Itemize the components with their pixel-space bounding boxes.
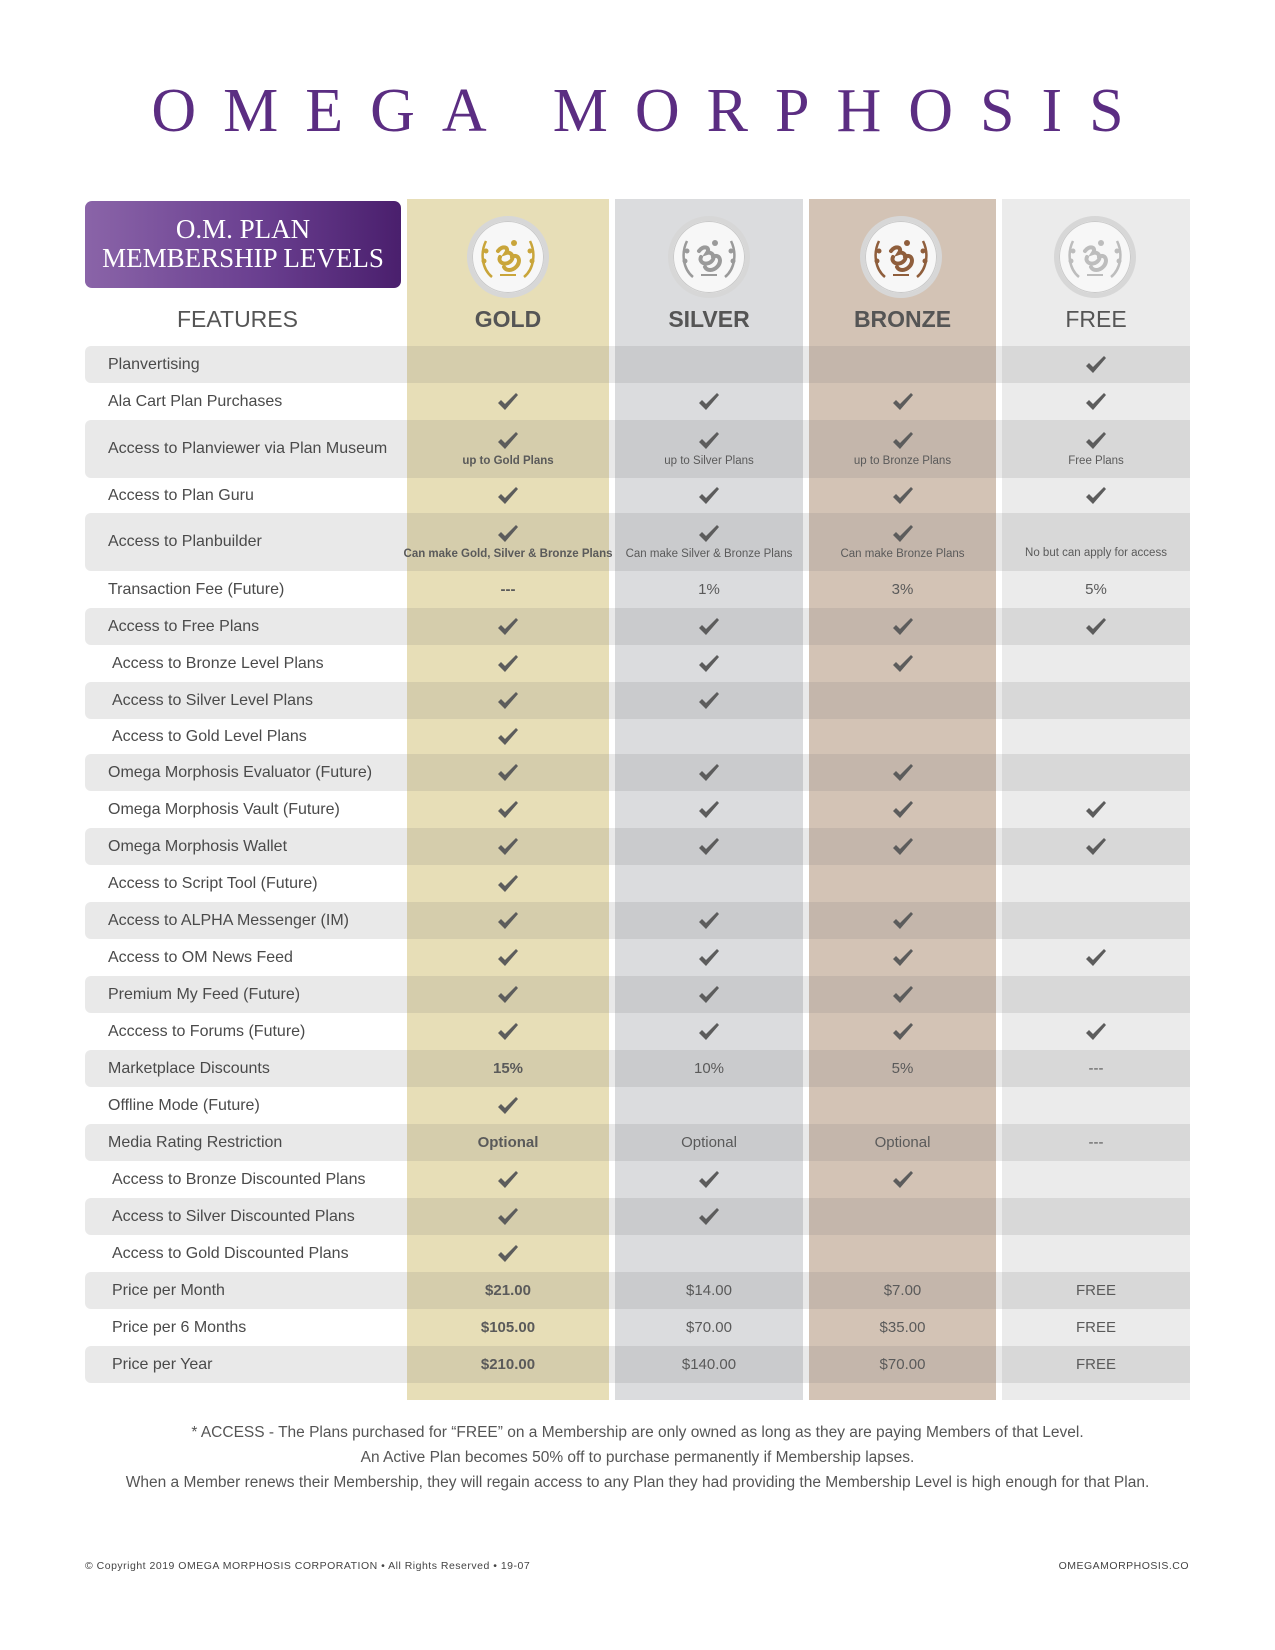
free-cell: [1002, 571, 1190, 608]
checkmark-icon: [1085, 800, 1107, 820]
silver-cell: [615, 1161, 803, 1198]
cell-value: $70.00: [686, 1319, 732, 1336]
cell-value: 5%: [1085, 581, 1107, 598]
silver-cell: [615, 645, 803, 682]
feature-label: Access to Bronze Level Plans: [112, 654, 324, 672]
checkmark-icon: [892, 985, 914, 1005]
checkmark-icon: [698, 985, 720, 1005]
silver-cell: [615, 346, 803, 383]
gold-cell: [407, 478, 609, 513]
bronze-cell: [809, 682, 996, 719]
checkmark-icon: [497, 654, 519, 674]
silver-header: SILVER: [668, 306, 750, 332]
free-header: FREE: [1065, 306, 1127, 332]
checkmark-icon: [892, 800, 914, 820]
silver-cell: [615, 719, 803, 754]
free-cell: [1002, 346, 1190, 383]
feature-label: Marketplace Discounts: [108, 1059, 270, 1077]
table-row: [85, 1346, 1190, 1383]
cell-value: 10%: [693, 1060, 725, 1077]
gold-cell: [407, 1198, 609, 1235]
plan-membership-levels-box: [85, 201, 401, 288]
cell-value: $70.00: [879, 1356, 926, 1373]
access-note-line-3: When a Member renews their Membership, they will regain access to any Plan they had providing the Membership Level is high enough for that Plan.: [125, 1474, 1150, 1491]
gold-medal-icon: [467, 216, 549, 298]
checkmark-icon: [497, 1207, 519, 1227]
access-note-line-1: * ACCESS - The Plans purchased for “FREE” on a Membership are only owned as long as they are paying Members of that Level.: [191, 1424, 1084, 1441]
cell-value: ---: [1088, 1134, 1104, 1151]
checkmark-icon: [698, 800, 720, 820]
checkmark-icon: [497, 948, 519, 968]
checkmark-icon: [497, 486, 519, 506]
checkmark-icon: [497, 392, 519, 412]
feature-label: Access to Silver Level Plans: [112, 691, 313, 709]
cell-value: ---: [1088, 1060, 1104, 1077]
feature-label: Premium My Feed (Future): [108, 985, 301, 1003]
checkmark-icon: [1085, 617, 1107, 637]
cell-value: 1%: [698, 581, 720, 598]
bronze-cell: [809, 902, 996, 939]
checkmark-icon: [1085, 431, 1107, 451]
bronze-cell: [809, 1198, 996, 1235]
checkmark-icon: [698, 948, 720, 968]
brand-title: OMEGA MORPHOSIS: [151, 77, 1151, 145]
cell-value: Optional: [874, 1134, 931, 1151]
checkmark-icon: [1085, 948, 1107, 968]
feature-label: Price per 6 Months: [112, 1318, 247, 1336]
cell-value: Optional: [477, 1134, 539, 1151]
feature-label: Access to Bronze Discounted Plans: [112, 1170, 366, 1188]
checkmark-icon: [698, 654, 720, 674]
feature-label: Media Rating Restriction: [108, 1133, 283, 1151]
plan-box-line-2: MEMBERSHIP LEVELS: [102, 243, 384, 273]
checkmark-icon: [497, 431, 519, 451]
gold-cell: [407, 420, 609, 478]
gold-cell: [407, 1346, 609, 1383]
bronze-cell: [809, 478, 996, 513]
table-row: [85, 1235, 1190, 1272]
feature-label: Transaction Fee (Future): [108, 580, 285, 598]
free-cell: [1002, 939, 1190, 976]
free-cell: [1002, 902, 1190, 939]
gold-cell: [407, 346, 609, 383]
silver-cell: [615, 1198, 803, 1235]
cell-value: $21.00: [485, 1282, 531, 1299]
checkmark-icon: [497, 524, 519, 544]
checkmark-icon: [1085, 392, 1107, 412]
free-cell: [1002, 865, 1190, 902]
checkmark-icon: [497, 874, 519, 894]
bronze-cell: [809, 1013, 996, 1050]
free-medal-icon: [1054, 216, 1136, 298]
silver-cell: [615, 478, 803, 513]
silver-cell: [615, 865, 803, 902]
silver-cell: [615, 791, 803, 828]
checkmark-icon: [892, 654, 914, 674]
gold-cell: [407, 1124, 609, 1161]
gold-cell: [407, 1235, 609, 1272]
silver-cell: [615, 571, 803, 608]
bronze-cell: [809, 645, 996, 682]
cell-value: 5%: [891, 1060, 914, 1077]
bronze-cell: [809, 513, 996, 571]
silver-medal-icon: [668, 216, 750, 298]
silver-cell: [615, 754, 803, 791]
checkmark-icon: [698, 1170, 720, 1190]
table-row: [85, 1013, 1190, 1050]
gold-cell: [403, 513, 613, 571]
free-cell: [1002, 682, 1190, 719]
checkmark-icon: [892, 617, 914, 637]
checkmark-icon: [497, 1096, 519, 1116]
silver-cell: [615, 939, 803, 976]
checkmark-icon: [892, 948, 914, 968]
feature-label: Access to Free Plans: [108, 617, 260, 635]
silver-cell: [615, 1050, 803, 1087]
cell-value: 15%: [492, 1060, 524, 1077]
silver-cell: [615, 383, 803, 420]
table-row: [85, 939, 1190, 976]
cell-value: $7.00: [883, 1282, 922, 1299]
checkmark-icon: [1085, 837, 1107, 857]
checkmark-icon: [892, 486, 914, 506]
checkmark-icon: [698, 691, 720, 711]
feature-label: Omega Morphosis Wallet: [108, 837, 288, 855]
gold-cell: [407, 1087, 609, 1124]
free-cell: [1002, 828, 1190, 865]
table-row: [85, 478, 1190, 513]
checkmark-icon: [497, 800, 519, 820]
free-cell: [1002, 1309, 1190, 1346]
checkmark-icon: [698, 837, 720, 857]
bronze-cell: [809, 865, 996, 902]
checkmark-icon: [497, 727, 519, 747]
checkmark-icon: [698, 1022, 720, 1042]
feature-label: Acccess to Forums (Future): [108, 1022, 306, 1040]
cell-value: $14.00: [686, 1282, 732, 1299]
gold-cell: [407, 1013, 609, 1050]
plan-box-line-1: O.M. PLAN: [175, 214, 311, 244]
bronze-cell: [809, 1124, 996, 1161]
bronze-cell: [809, 608, 996, 645]
checkmark-icon: [497, 763, 519, 783]
silver-cell: [615, 1272, 803, 1309]
cell-note: Can make Gold, Silver & Bronze Plans: [403, 548, 613, 560]
free-cell: [1002, 1161, 1190, 1198]
table-row: [85, 346, 1190, 383]
checkmark-icon: [892, 524, 914, 544]
table-row: [85, 1309, 1190, 1346]
feature-label: Access to Gold Level Plans: [112, 727, 307, 745]
gold-cell: [407, 1272, 609, 1309]
bronze-cell: [809, 346, 996, 383]
cell-value: ---: [500, 581, 516, 598]
checkmark-icon: [698, 431, 720, 451]
checkmark-icon: [497, 985, 519, 1005]
free-cell: [1002, 1050, 1190, 1087]
bronze-cell: [809, 1309, 996, 1346]
copyright-text: © Copyright 2019 OMEGA MORPHOSIS CORPORATION • All Rights Reserved • 19-07: [85, 1560, 531, 1572]
cell-note: Free Plans: [1068, 455, 1124, 467]
checkmark-icon: [892, 763, 914, 783]
checkmark-icon: [698, 763, 720, 783]
table-row: [85, 682, 1190, 719]
free-cell: [1002, 383, 1190, 420]
gold-cell: [407, 1050, 609, 1087]
bronze-cell: [809, 383, 996, 420]
bronze-cell: [809, 1087, 996, 1124]
checkmark-icon: [892, 1170, 914, 1190]
table-row: [85, 383, 1190, 420]
checkmark-icon: [497, 691, 519, 711]
feature-label: Ala Cart Plan Purchases: [108, 392, 283, 410]
table-row: [85, 791, 1190, 828]
cell-value: FREE: [1075, 1356, 1116, 1373]
free-cell: [1002, 478, 1190, 513]
checkmark-icon: [1085, 1022, 1107, 1042]
feature-label: Omega Morphosis Vault (Future): [108, 800, 340, 818]
checkmark-icon: [892, 911, 914, 931]
feature-label: Access to ALPHA Messenger (IM): [108, 911, 349, 929]
bronze-header: BRONZE: [853, 306, 952, 332]
silver-cell: [615, 1013, 803, 1050]
free-cell: [1002, 420, 1190, 478]
checkmark-icon: [892, 431, 914, 451]
cell-note: up to Gold Plans: [462, 455, 554, 467]
bronze-cell: [809, 939, 996, 976]
silver-cell: [615, 1087, 803, 1124]
feature-label: Planvertising: [108, 355, 200, 373]
table-row: [85, 1272, 1190, 1309]
cell-value: $140.00: [681, 1356, 737, 1373]
feature-label: Access to OM News Feed: [108, 948, 293, 966]
cell-note: Can make Silver & Bronze Plans: [625, 548, 793, 560]
cell-value: $105.00: [480, 1319, 536, 1336]
checkmark-icon: [1085, 486, 1107, 506]
gold-cell: [407, 939, 609, 976]
bronze-cell: [809, 1235, 996, 1272]
checkmark-icon: [497, 617, 519, 637]
gold-cell: [407, 865, 609, 902]
checkmark-icon: [1085, 355, 1107, 375]
cell-value: FREE: [1075, 1319, 1116, 1336]
table-row: [85, 902, 1190, 939]
bronze-cell: [809, 754, 996, 791]
table-row: [85, 828, 1190, 865]
cell-value: $35.00: [879, 1319, 926, 1336]
feature-label: Price per Month: [112, 1281, 225, 1299]
cell-value: Optional: [681, 1134, 737, 1151]
free-cell: [1002, 1272, 1190, 1309]
silver-cell: [615, 902, 803, 939]
checkmark-icon: [698, 1207, 720, 1227]
table-row: [85, 754, 1190, 791]
checkmark-icon: [497, 837, 519, 857]
table-row: [85, 608, 1190, 645]
cell-note: up to Silver Plans: [664, 455, 754, 467]
cell-value: $210.00: [480, 1356, 536, 1373]
table-row: [85, 645, 1190, 682]
free-cell: [1002, 1087, 1190, 1124]
website-link[interactable]: OMEGAMORPHOSIS.CO: [1058, 1560, 1189, 1572]
table-row: [85, 865, 1190, 902]
checkmark-icon: [497, 911, 519, 931]
feature-label: Price per Year: [112, 1355, 213, 1373]
cell-value: FREE: [1075, 1282, 1116, 1299]
checkmark-icon: [698, 486, 720, 506]
table-row: [85, 571, 1190, 608]
table-row: [85, 420, 1190, 478]
free-cell: [1002, 645, 1190, 682]
free-cell: [1002, 754, 1190, 791]
features-header: FEATURES: [177, 306, 298, 332]
cell-note: Can make Bronze Plans: [840, 548, 965, 560]
feature-label: Access to Planbuilder: [108, 533, 262, 550]
silver-cell: [615, 682, 803, 719]
feature-label: Access to Gold Discounted Plans: [112, 1244, 349, 1262]
checkmark-icon: [698, 392, 720, 412]
bronze-cell: [809, 420, 996, 478]
feature-label: Access to Script Tool (Future): [108, 874, 318, 892]
gold-cell: [407, 1161, 609, 1198]
feature-label: Access to Planviewer via Plan Museum: [108, 440, 388, 457]
gold-cell: [407, 754, 609, 791]
cell-value: 3%: [891, 581, 914, 598]
checkmark-icon: [497, 1022, 519, 1042]
bronze-medal-icon: [860, 216, 942, 298]
checkmark-icon: [698, 524, 720, 544]
free-cell: [1002, 976, 1190, 1013]
bronze-cell: [809, 1346, 996, 1383]
free-cell: [1002, 513, 1190, 571]
free-cell: [1002, 791, 1190, 828]
table-row: [85, 1050, 1190, 1087]
checkmark-icon: [892, 392, 914, 412]
table-row: [85, 1124, 1190, 1161]
silver-cell: [615, 1235, 803, 1272]
silver-cell: [615, 1309, 803, 1346]
access-note-line-2: An Active Plan becomes 50% off to purchase permanently if Membership lapses.: [360, 1449, 915, 1466]
free-cell: [1002, 1346, 1190, 1383]
gold-cell: [407, 719, 609, 754]
bronze-cell: [809, 571, 996, 608]
free-cell: [1002, 719, 1190, 754]
silver-cell: [615, 513, 803, 571]
bronze-cell: [809, 719, 996, 754]
gold-cell: [407, 791, 609, 828]
bronze-cell: [809, 976, 996, 1013]
bronze-cell: [809, 791, 996, 828]
bronze-cell: [809, 1050, 996, 1087]
gold-cell: [407, 902, 609, 939]
cell-note: No but can apply for access: [1025, 547, 1167, 559]
table-row: [85, 976, 1190, 1013]
checkmark-icon: [892, 837, 914, 857]
table-row: [85, 1198, 1190, 1235]
gold-cell: [407, 645, 609, 682]
gold-cell: [407, 828, 609, 865]
table-row: [85, 1087, 1190, 1124]
gold-cell: [407, 976, 609, 1013]
silver-cell: [615, 608, 803, 645]
silver-cell: [615, 420, 803, 478]
table-row: [85, 719, 1190, 754]
bronze-cell: [809, 1161, 996, 1198]
checkmark-icon: [497, 1170, 519, 1190]
checkmark-icon: [892, 1022, 914, 1042]
free-cell: [1002, 1013, 1190, 1050]
table-row: [85, 513, 1190, 571]
free-cell: [1002, 1235, 1190, 1272]
checkmark-icon: [497, 1244, 519, 1264]
free-cell: [1002, 608, 1190, 645]
silver-cell: [615, 1346, 803, 1383]
feature-label: Omega Morphosis Evaluator (Future): [108, 763, 373, 781]
table-row: [85, 1161, 1190, 1198]
free-cell: [1002, 1198, 1190, 1235]
free-cell: [1002, 1124, 1190, 1161]
bronze-cell: [809, 1272, 996, 1309]
checkmark-icon: [698, 911, 720, 931]
gold-header: GOLD: [474, 306, 542, 332]
gold-cell: [407, 1309, 609, 1346]
feature-label: Access to Silver Discounted Plans: [112, 1207, 355, 1225]
gold-cell: [407, 682, 609, 719]
gold-cell: [407, 383, 609, 420]
silver-cell: [615, 1124, 803, 1161]
checkmark-icon: [698, 617, 720, 637]
feature-label: Access to Plan Guru: [108, 486, 254, 504]
cell-note: up to Bronze Plans: [853, 455, 952, 467]
gold-cell: [407, 571, 609, 608]
gold-cell: [407, 608, 609, 645]
bronze-cell: [809, 828, 996, 865]
silver-cell: [615, 828, 803, 865]
feature-label: Offline Mode (Future): [108, 1096, 260, 1114]
silver-cell: [615, 976, 803, 1013]
